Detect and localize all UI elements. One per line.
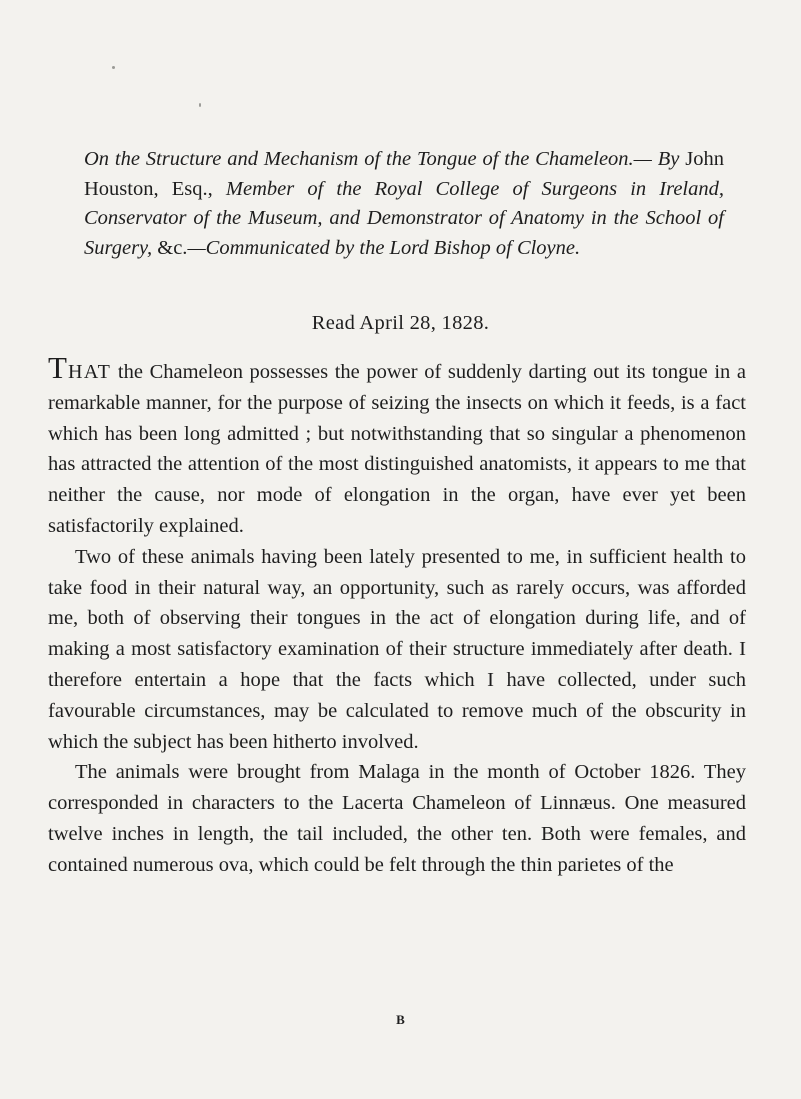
title-etc: &c. [157, 236, 188, 259]
article-title [84, 145, 724, 263]
opening-smallcaps: HAT [67, 361, 112, 383]
author-affiliation: Member of the Royal College of Surgeons in Ireland, Conservator of the Museum, and Demonstrator of Anatomy in the School of Surgery, [84, 177, 725, 259]
signature-mark: B [396, 1012, 405, 1027]
body-text [48, 350, 746, 881]
paper-speck [112, 66, 115, 69]
drop-cap: T [48, 350, 68, 385]
read-date: Read April 28, 1828. [311, 312, 490, 334]
paragraph-1 [48, 350, 746, 542]
communicated-by: —Communicated by the Lord Bishop of Cloyne. [187, 236, 581, 259]
paragraph-3: The animals were brought from Malaga in the month of October 1826. They corresponded in characters to the Lacerta Chameleon of Linnæus. One measured twelve inches in length, the tail included, the other ten. Both were females, and contained numerous ova, which could be felt through the thin parietes of the [48, 761, 746, 876]
author-name: John Houston, Esq., [84, 148, 725, 200]
title-by: By [657, 148, 680, 170]
paragraph-2: Two of these animals having been lately presented to me, in sufficient health to take food in their natural way, an opportunity, such as rarely occurs, was afforded me, both of observing their tongues in the act of elongation during life, and of making a most satisfactory examination of their structure immediately after death. I therefore entertain a hope that the facts which I have collected, under such favourable circumstances, may be calculated to remove much of the obscurity in which the subject has been hitherto involved. [48, 545, 746, 753]
paper-speck [199, 103, 201, 107]
title-intro: On the Structure and Mechanism of the Tongue of the Chameleon.— [84, 148, 652, 170]
paragraph-1-text: the Chameleon possesses the power of suddenly darting out its tongue in a remarkable manner, for the purpose of seizing the insects on which it feeds, is a fact which has been long admitted ; but notwithstanding that so singular a phenomenon has attracted the attention of the most distinguished anatomists, it appears to me that neither the cause, nor mode of elongation in the organ, have ever yet been satisfactorily explained. [48, 361, 746, 537]
